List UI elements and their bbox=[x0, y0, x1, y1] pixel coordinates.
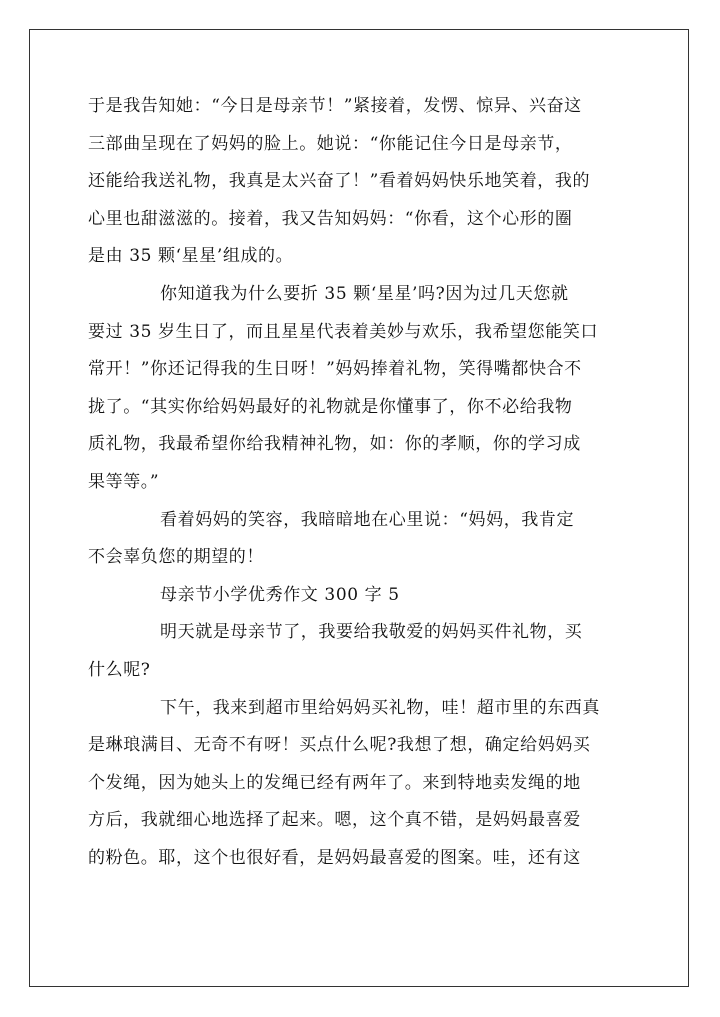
text-line: 果等等。” bbox=[88, 471, 160, 492]
text-line: 拢了。“其实你给妈妈最好的礼物就是你懂事了，你不必给我物 bbox=[88, 396, 573, 417]
text-line: 不会辜负您的期望的！ bbox=[88, 547, 264, 568]
text-line: 明天就是母亲节了，我要给我敬爱的妈妈买件礼物，买 bbox=[160, 622, 583, 643]
text-line: 什么呢? bbox=[88, 659, 151, 680]
text-line: 你知道我为什么要折 35 颗‘星星’吗?因为过几天您就 bbox=[160, 283, 569, 304]
text-line: 个发绳，因为她头上的发绳已经有两年了。来到特地卖发绳的地 bbox=[88, 772, 581, 793]
text-line: 方后，我就细心地选择了起来。嗯，这个真不错，是妈妈最喜爱 bbox=[88, 810, 581, 831]
text-line: 母亲节小学优秀作文 300 字 5 bbox=[160, 584, 400, 605]
text-line: 下午，我来到超市里给妈妈买礼物，哇！超市里的东西真 bbox=[160, 697, 600, 718]
text-line: 看着妈妈的笑容，我暗暗地在心里说：“妈妈，我肯定 bbox=[160, 509, 575, 530]
text-line: 是琳琅满目、无奇不有呀！买点什么呢?我想了想，确定给妈妈买 bbox=[88, 735, 591, 756]
text-line: 于是我告知她：“今日是母亲节！”紧接着，发愣、惊异、兴奋这 bbox=[88, 96, 582, 116]
text-line: 是由 35 颗‘星星’组成的。 bbox=[88, 246, 294, 267]
essay-text-block bbox=[88, 88, 648, 877]
text-line: 常开！”你还记得我的生日呀！”妈妈捧着礼物，笑得嘴都快合不 bbox=[88, 359, 582, 380]
text-line: 质礼物，我最希望你给我精神礼物，如：你的孝顺，你的学习成 bbox=[88, 434, 581, 455]
text-line: 的粉色。耶，这个也很好看，是妈妈最喜爱的图案。哇，还有这 bbox=[88, 847, 581, 868]
text-line: 三部曲呈现在了妈妈的脸上。她说：“你能记住今日是母亲节， bbox=[88, 133, 573, 154]
text-line: 还能给我送礼物，我真是太兴奋了！”看着妈妈快乐地笑着，我的 bbox=[88, 171, 591, 192]
text-line: 要过 35 岁生日了，而且星星代表着美妙与欢乐，我希望您能笑口 bbox=[88, 321, 599, 342]
text-line: 心里也甜滋滋的。接着，我又告知妈妈：“你看，这个心形的圈 bbox=[88, 208, 573, 229]
